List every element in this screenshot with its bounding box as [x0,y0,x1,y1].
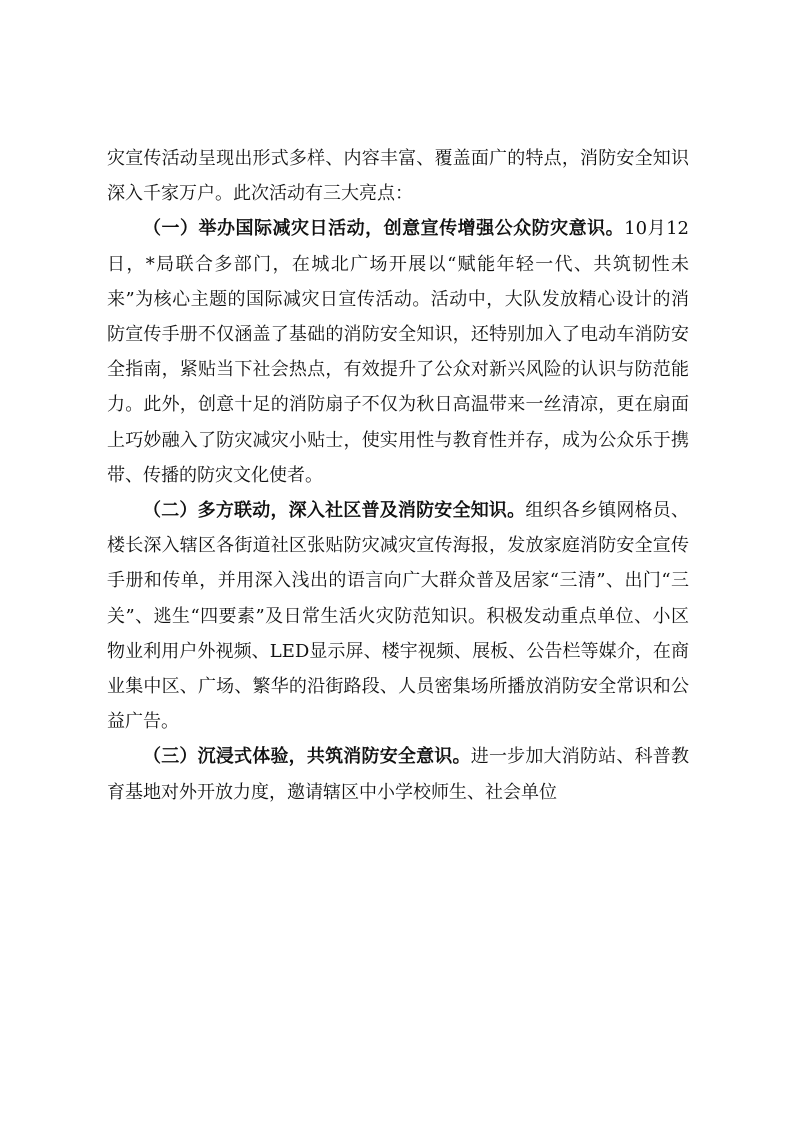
section-2-paragraph [107,493,689,739]
intro-paragraph: 灾宣传活动呈现出形式多样、内容丰富、覆盖面广的特点，消防安全知识深入千家万户。此次活动有三大亮点： [107,148,689,205]
section-1-paragraph [107,211,689,493]
section-3-body: 进一步加大消防站、科普教育基地对外开放力度，邀请辖区中小学校师生、社会单位 [107,746,690,803]
section-2-body: 组织各乡镇网格员、楼长深入辖区各街道社区张贴防灾减灾宣传海报，发放家庭消防安全宣传手册和传单，并用深入浅出的语言向广大群众普及居家“三清”、出门“三关”、逃生“四要素”及日常生活火灾防范知识。积极发动重点单位、小区物业利用户外视频、LED显示屏、楼宇视频、展板、公告栏等媒介，在商业集中区、广场、繁华的沿街路段、人员密集场所播放消防安全常识和公益广告。 [107,500,689,733]
section-1-heading: （一）举办国际减灾日活动，创意宣传增强公众防灾意识。 [143,218,625,240]
document-page [107,141,689,810]
section-3-paragraph [107,739,689,809]
section-1-body: 10月12日，*局联合多部门，在城北广场开展以“赋能年轻一代、共筑韧性未来”为核心主题的国际减灾日宣传活动。活动中，大队发放精心设计的消防宣传手册不仅涵盖了基础的消防安全知识，还特别加入了电动车消防安全指南，紧贴当下社会热点，有效提升了公众对新兴风险的认识与防范能力。此外，创意十足的消防扇子不仅为秋日高温带来一丝清凉，更在扇面上巧妙融入了防灾减灾小贴士，使实用性与教育性并存，成为公众乐于携带、传播的防灾文化使者。 [107,218,689,486]
section-2-heading: （二）多方联动，深入社区普及消防安全知识。 [143,500,526,522]
section-3-heading: （三）沉浸式体验，共筑消防安全意识。 [143,746,471,768]
